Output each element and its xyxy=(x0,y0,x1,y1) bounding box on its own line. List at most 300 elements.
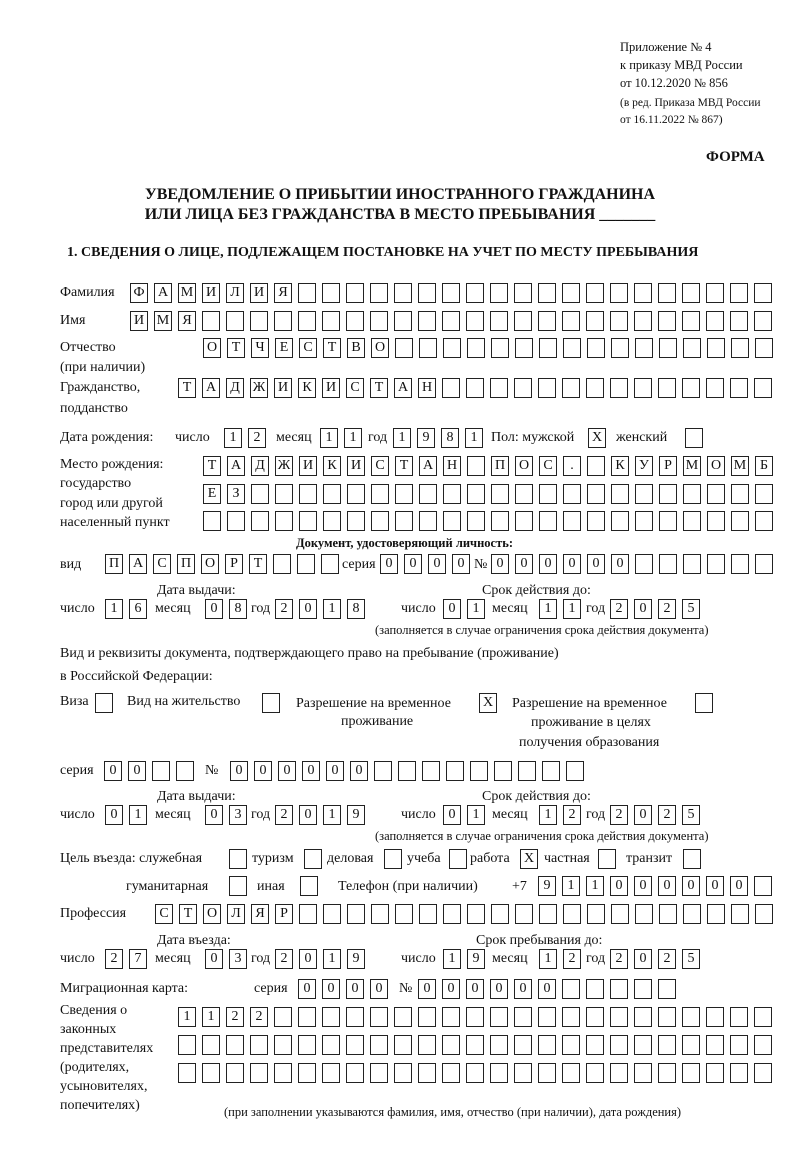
representatives-3-cell[interactable] xyxy=(274,1063,292,1083)
id-valid-month-cell[interactable]: 1 xyxy=(539,599,557,619)
rd-issue-year-cell[interactable]: 0 xyxy=(299,805,317,825)
birth-place-1-cell[interactable]: С xyxy=(371,456,389,476)
name-cell[interactable] xyxy=(706,311,724,331)
stay-month-cell[interactable]: 2 xyxy=(563,949,581,969)
name-cell[interactable] xyxy=(394,311,412,331)
id-kind-cell[interactable]: О xyxy=(201,554,219,574)
representatives-3-cell[interactable] xyxy=(322,1063,340,1083)
birth-place-1-cell[interactable]: О xyxy=(515,456,533,476)
surname-cell[interactable] xyxy=(682,283,700,303)
phone-cell[interactable]: 0 xyxy=(730,876,748,896)
representatives-3-cell[interactable] xyxy=(178,1063,196,1083)
representatives-1-cell[interactable] xyxy=(682,1007,700,1027)
representatives-2-cell[interactable] xyxy=(298,1035,316,1055)
id-kind-cell[interactable]: А xyxy=(129,554,147,574)
representatives-2-cell[interactable] xyxy=(346,1035,364,1055)
entry-month-cell[interactable]: 0 xyxy=(205,949,223,969)
birth-year-cell[interactable]: 8 xyxy=(441,428,459,448)
citizenship-cell[interactable] xyxy=(442,378,460,398)
rd-series-cell[interactable]: 0 xyxy=(128,761,146,781)
name-cell[interactable] xyxy=(442,311,460,331)
name-cell[interactable] xyxy=(202,311,220,331)
rd-valid-month-cell[interactable]: 1 xyxy=(539,805,557,825)
patronymic-cell[interactable]: Т xyxy=(227,338,245,358)
representatives-3-cell[interactable] xyxy=(586,1063,604,1083)
mc-series-cell[interactable]: 0 xyxy=(370,979,388,999)
birth-place-1-cell[interactable]: К xyxy=(611,456,629,476)
rd-valid-day-cell[interactable]: 1 xyxy=(467,805,485,825)
representatives-1-cell[interactable] xyxy=(562,1007,580,1027)
representatives-1-cell[interactable] xyxy=(634,1007,652,1027)
id-number-cell[interactable]: 0 xyxy=(611,554,629,574)
surname-cell[interactable] xyxy=(490,283,508,303)
rd-number-cell[interactable]: 0 xyxy=(350,761,368,781)
representatives-2-cell[interactable] xyxy=(370,1035,388,1055)
birth-place-3-cell[interactable] xyxy=(491,511,509,531)
representatives-2-cell[interactable] xyxy=(466,1035,484,1055)
stay-day-cell[interactable]: 1 xyxy=(443,949,461,969)
profession-cell[interactable] xyxy=(491,904,509,924)
birth-place-3-cell[interactable] xyxy=(203,511,221,531)
rd-valid-year-cell[interactable]: 5 xyxy=(682,805,700,825)
citizenship-cell[interactable] xyxy=(490,378,508,398)
citizenship-cell[interactable] xyxy=(610,378,628,398)
representatives-1-cell[interactable] xyxy=(538,1007,556,1027)
birth-place-2-cell[interactable] xyxy=(275,484,293,504)
entry-day-cell[interactable]: 7 xyxy=(129,949,147,969)
representatives-1-cell[interactable] xyxy=(466,1007,484,1027)
birth-place-1-cell[interactable]: И xyxy=(299,456,317,476)
representatives-2-cell[interactable] xyxy=(322,1035,340,1055)
citizenship-cell[interactable] xyxy=(754,378,772,398)
patronymic-cell[interactable] xyxy=(707,338,725,358)
birth-place-3-cell[interactable] xyxy=(611,511,629,531)
rd-number-cell[interactable] xyxy=(374,761,392,781)
surname-cell[interactable]: Ф xyxy=(130,283,148,303)
surname-cell[interactable] xyxy=(466,283,484,303)
profession-cell[interactable] xyxy=(659,904,677,924)
representatives-3-cell[interactable] xyxy=(250,1063,268,1083)
entry-year-cell[interactable]: 2 xyxy=(275,949,293,969)
rd-issue-year-cell[interactable]: 1 xyxy=(323,805,341,825)
representatives-1-cell[interactable] xyxy=(730,1007,748,1027)
citizenship-cell[interactable]: С xyxy=(346,378,364,398)
rd-series-cell[interactable] xyxy=(176,761,194,781)
surname-cell[interactable] xyxy=(298,283,316,303)
representatives-1-cell[interactable]: 2 xyxy=(226,1007,244,1027)
representatives-3-cell[interactable] xyxy=(634,1063,652,1083)
citizenship-cell[interactable] xyxy=(730,378,748,398)
id-number-cell[interactable] xyxy=(731,554,749,574)
mc-number-cell[interactable]: 0 xyxy=(490,979,508,999)
citizenship-cell[interactable] xyxy=(634,378,652,398)
representatives-3-cell[interactable] xyxy=(298,1063,316,1083)
birth-place-1-cell[interactable]: Р xyxy=(659,456,677,476)
citizenship-cell[interactable]: Т xyxy=(178,378,196,398)
representatives-2-cell[interactable] xyxy=(490,1035,508,1055)
name-cell[interactable] xyxy=(490,311,508,331)
birth-day-cell[interactable]: 2 xyxy=(248,428,266,448)
representatives-2-cell[interactable] xyxy=(250,1035,268,1055)
representatives-2-cell[interactable] xyxy=(634,1035,652,1055)
patronymic-cell[interactable] xyxy=(731,338,749,358)
rd-issue-year-cell[interactable]: 2 xyxy=(275,805,293,825)
birth-place-2-cell[interactable] xyxy=(731,484,749,504)
mc-number-cell[interactable]: 0 xyxy=(442,979,460,999)
id-valid-year-cell[interactable]: 2 xyxy=(658,599,676,619)
surname-cell[interactable] xyxy=(442,283,460,303)
id-kind-cell[interactable]: Р xyxy=(225,554,243,574)
birth-place-3-cell[interactable] xyxy=(467,511,485,531)
birth-place-2-cell[interactable] xyxy=(371,484,389,504)
representatives-1-cell[interactable]: 2 xyxy=(250,1007,268,1027)
birth-place-2-cell[interactable] xyxy=(323,484,341,504)
rd-issue-year-cell[interactable]: 9 xyxy=(347,805,365,825)
birth-place-3-cell[interactable] xyxy=(251,511,269,531)
temp-residence-checkbox[interactable]: X xyxy=(479,693,497,713)
rd-number-cell[interactable]: 0 xyxy=(254,761,272,781)
birth-place-2-cell[interactable] xyxy=(419,484,437,504)
patronymic-cell[interactable]: С xyxy=(299,338,317,358)
representatives-3-cell[interactable] xyxy=(466,1063,484,1083)
purpose-service-checkbox[interactable] xyxy=(229,849,247,869)
representatives-3-cell[interactable] xyxy=(346,1063,364,1083)
rd-valid-year-cell[interactable]: 0 xyxy=(634,805,652,825)
citizenship-cell[interactable]: Н xyxy=(418,378,436,398)
phone-cell[interactable]: 1 xyxy=(586,876,604,896)
birth-place-1-cell[interactable]: Б xyxy=(755,456,773,476)
profession-cell[interactable]: Я xyxy=(251,904,269,924)
surname-cell[interactable] xyxy=(394,283,412,303)
name-cell[interactable] xyxy=(610,311,628,331)
birth-place-2-cell[interactable] xyxy=(443,484,461,504)
birth-day-cell[interactable]: 1 xyxy=(224,428,242,448)
profession-cell[interactable] xyxy=(539,904,557,924)
stay-year-cell[interactable]: 2 xyxy=(610,949,628,969)
birth-place-1-cell[interactable]: А xyxy=(227,456,245,476)
representatives-1-cell[interactable] xyxy=(322,1007,340,1027)
representatives-3-cell[interactable] xyxy=(418,1063,436,1083)
name-cell[interactable]: М xyxy=(154,311,172,331)
representatives-3-cell[interactable] xyxy=(538,1063,556,1083)
entry-month-cell[interactable]: 3 xyxy=(229,949,247,969)
name-cell[interactable] xyxy=(730,311,748,331)
mc-number-cell[interactable] xyxy=(658,979,676,999)
birth-place-2-cell[interactable] xyxy=(395,484,413,504)
rd-issue-day-cell[interactable]: 0 xyxy=(105,805,123,825)
name-cell[interactable] xyxy=(274,311,292,331)
entry-year-cell[interactable]: 1 xyxy=(323,949,341,969)
id-number-cell[interactable]: 0 xyxy=(515,554,533,574)
patronymic-cell[interactable] xyxy=(683,338,701,358)
patronymic-cell[interactable] xyxy=(659,338,677,358)
birth-place-2-cell[interactable] xyxy=(755,484,773,504)
rd-issue-day-cell[interactable]: 1 xyxy=(129,805,147,825)
mc-series-cell[interactable]: 0 xyxy=(298,979,316,999)
phone-cell[interactable]: 0 xyxy=(682,876,700,896)
name-cell[interactable] xyxy=(466,311,484,331)
id-kind-cell[interactable]: С xyxy=(153,554,171,574)
rd-number-cell[interactable]: 0 xyxy=(278,761,296,781)
birth-place-3-cell[interactable] xyxy=(419,511,437,531)
birth-place-1-cell[interactable]: Д xyxy=(251,456,269,476)
profession-cell[interactable] xyxy=(515,904,533,924)
purpose-tourism-checkbox[interactable] xyxy=(304,849,322,869)
representatives-3-cell[interactable] xyxy=(562,1063,580,1083)
stay-year-cell[interactable]: 5 xyxy=(682,949,700,969)
birth-place-1-cell[interactable]: Т xyxy=(203,456,221,476)
id-issue-year-cell[interactable]: 1 xyxy=(323,599,341,619)
id-valid-month-cell[interactable]: 1 xyxy=(563,599,581,619)
representatives-1-cell[interactable] xyxy=(610,1007,628,1027)
name-cell[interactable] xyxy=(514,311,532,331)
representatives-1-cell[interactable] xyxy=(346,1007,364,1027)
name-cell[interactable] xyxy=(298,311,316,331)
surname-cell[interactable]: И xyxy=(250,283,268,303)
stay-year-cell[interactable]: 2 xyxy=(658,949,676,969)
patronymic-cell[interactable] xyxy=(491,338,509,358)
profession-cell[interactable] xyxy=(323,904,341,924)
birth-place-2-cell[interactable] xyxy=(707,484,725,504)
birth-place-1-cell[interactable]: К xyxy=(323,456,341,476)
rd-number-cell[interactable] xyxy=(422,761,440,781)
id-number-cell[interactable]: 0 xyxy=(491,554,509,574)
representatives-1-cell[interactable] xyxy=(442,1007,460,1027)
patronymic-cell[interactable] xyxy=(467,338,485,358)
mc-number-cell[interactable] xyxy=(586,979,604,999)
profession-cell[interactable]: Л xyxy=(227,904,245,924)
profession-cell[interactable] xyxy=(731,904,749,924)
citizenship-cell[interactable] xyxy=(466,378,484,398)
representatives-1-cell[interactable] xyxy=(586,1007,604,1027)
id-valid-year-cell[interactable]: 0 xyxy=(634,599,652,619)
phone-cell[interactable]: 9 xyxy=(538,876,556,896)
sex-male-checkbox[interactable]: X xyxy=(588,428,606,448)
id-kind-cell[interactable] xyxy=(273,554,291,574)
rd-valid-day-cell[interactable]: 0 xyxy=(443,805,461,825)
surname-cell[interactable] xyxy=(706,283,724,303)
sex-female-checkbox[interactable] xyxy=(685,428,703,448)
representatives-2-cell[interactable] xyxy=(538,1035,556,1055)
representatives-2-cell[interactable] xyxy=(706,1035,724,1055)
representatives-2-cell[interactable] xyxy=(394,1035,412,1055)
surname-cell[interactable]: А xyxy=(154,283,172,303)
patronymic-cell[interactable] xyxy=(635,338,653,358)
birth-place-2-cell[interactable] xyxy=(299,484,317,504)
birth-place-1-cell[interactable] xyxy=(587,456,605,476)
surname-cell[interactable] xyxy=(418,283,436,303)
birth-place-2-cell[interactable] xyxy=(659,484,677,504)
citizenship-cell[interactable]: И xyxy=(322,378,340,398)
profession-cell[interactable] xyxy=(419,904,437,924)
citizenship-cell[interactable] xyxy=(514,378,532,398)
id-kind-cell[interactable] xyxy=(297,554,315,574)
rd-number-cell[interactable] xyxy=(518,761,536,781)
name-cell[interactable]: И xyxy=(130,311,148,331)
surname-cell[interactable] xyxy=(634,283,652,303)
birth-place-2-cell[interactable] xyxy=(491,484,509,504)
rd-valid-month-cell[interactable]: 2 xyxy=(563,805,581,825)
patronymic-cell[interactable]: Е xyxy=(275,338,293,358)
mc-number-cell[interactable]: 0 xyxy=(466,979,484,999)
representatives-1-cell[interactable] xyxy=(298,1007,316,1027)
profession-cell[interactable] xyxy=(707,904,725,924)
profession-cell[interactable] xyxy=(443,904,461,924)
patronymic-cell[interactable]: В xyxy=(347,338,365,358)
birth-place-2-cell[interactable] xyxy=(467,484,485,504)
id-number-cell[interactable] xyxy=(707,554,725,574)
profession-cell[interactable]: Т xyxy=(179,904,197,924)
stay-year-cell[interactable]: 0 xyxy=(634,949,652,969)
representatives-2-cell[interactable] xyxy=(682,1035,700,1055)
surname-cell[interactable]: Л xyxy=(226,283,244,303)
citizenship-cell[interactable] xyxy=(586,378,604,398)
rd-number-cell[interactable]: 0 xyxy=(230,761,248,781)
birth-place-3-cell[interactable] xyxy=(683,511,701,531)
patronymic-cell[interactable]: Т xyxy=(323,338,341,358)
rd-number-cell[interactable] xyxy=(566,761,584,781)
birth-place-1-cell[interactable]: А xyxy=(419,456,437,476)
surname-cell[interactable]: И xyxy=(202,283,220,303)
representatives-2-cell[interactable] xyxy=(514,1035,532,1055)
profession-cell[interactable] xyxy=(467,904,485,924)
birth-place-1-cell[interactable]: Т xyxy=(395,456,413,476)
representatives-1-cell[interactable] xyxy=(754,1007,772,1027)
entry-year-cell[interactable]: 9 xyxy=(347,949,365,969)
birth-place-2-cell[interactable] xyxy=(611,484,629,504)
id-issue-year-cell[interactable]: 2 xyxy=(275,599,293,619)
surname-cell[interactable] xyxy=(754,283,772,303)
representatives-3-cell[interactable] xyxy=(490,1063,508,1083)
citizenship-cell[interactable] xyxy=(706,378,724,398)
purpose-other-checkbox[interactable] xyxy=(300,876,318,896)
patronymic-cell[interactable]: О xyxy=(203,338,221,358)
birth-place-3-cell[interactable] xyxy=(275,511,293,531)
mc-number-cell[interactable] xyxy=(610,979,628,999)
birth-place-3-cell[interactable] xyxy=(395,511,413,531)
purpose-humanitarian-checkbox[interactable] xyxy=(229,876,247,896)
id-valid-day-cell[interactable]: 0 xyxy=(443,599,461,619)
patronymic-cell[interactable] xyxy=(443,338,461,358)
representatives-2-cell[interactable] xyxy=(754,1035,772,1055)
representatives-2-cell[interactable] xyxy=(586,1035,604,1055)
surname-cell[interactable]: М xyxy=(178,283,196,303)
surname-cell[interactable] xyxy=(610,283,628,303)
phone-cell[interactable]: 1 xyxy=(562,876,580,896)
citizenship-cell[interactable] xyxy=(682,378,700,398)
profession-cell[interactable] xyxy=(611,904,629,924)
representatives-3-cell[interactable] xyxy=(682,1063,700,1083)
name-cell[interactable] xyxy=(754,311,772,331)
surname-cell[interactable] xyxy=(346,283,364,303)
id-issue-day-cell[interactable]: 6 xyxy=(129,599,147,619)
representatives-3-cell[interactable] xyxy=(202,1063,220,1083)
name-cell[interactable] xyxy=(682,311,700,331)
id-kind-cell[interactable] xyxy=(321,554,339,574)
surname-cell[interactable] xyxy=(562,283,580,303)
id-issue-day-cell[interactable]: 1 xyxy=(105,599,123,619)
birth-place-2-cell[interactable] xyxy=(635,484,653,504)
rd-issue-month-cell[interactable]: 3 xyxy=(229,805,247,825)
patronymic-cell[interactable] xyxy=(515,338,533,358)
id-issue-year-cell[interactable]: 0 xyxy=(299,599,317,619)
id-number-cell[interactable] xyxy=(755,554,773,574)
surname-cell[interactable] xyxy=(514,283,532,303)
birth-place-3-cell[interactable] xyxy=(299,511,317,531)
birth-place-2-cell[interactable] xyxy=(539,484,557,504)
representatives-3-cell[interactable] xyxy=(730,1063,748,1083)
profession-cell[interactable] xyxy=(683,904,701,924)
id-number-cell[interactable] xyxy=(635,554,653,574)
citizenship-cell[interactable]: И xyxy=(274,378,292,398)
birth-place-2-cell[interactable] xyxy=(347,484,365,504)
birth-place-1-cell[interactable]: М xyxy=(683,456,701,476)
id-number-cell[interactable]: 0 xyxy=(587,554,605,574)
purpose-work-checkbox[interactable]: X xyxy=(520,849,538,869)
name-cell[interactable] xyxy=(634,311,652,331)
birth-year-cell[interactable]: 1 xyxy=(393,428,411,448)
rd-issue-month-cell[interactable]: 0 xyxy=(205,805,223,825)
birth-place-3-cell[interactable] xyxy=(515,511,533,531)
mc-number-cell[interactable] xyxy=(634,979,652,999)
profession-cell[interactable] xyxy=(587,904,605,924)
phone-cell[interactable]: 0 xyxy=(610,876,628,896)
birth-place-3-cell[interactable] xyxy=(347,511,365,531)
patronymic-cell[interactable] xyxy=(395,338,413,358)
birth-month-cell[interactable]: 1 xyxy=(344,428,362,448)
birth-place-3-cell[interactable] xyxy=(371,511,389,531)
rd-number-cell[interactable]: 0 xyxy=(326,761,344,781)
patronymic-cell[interactable] xyxy=(563,338,581,358)
representatives-1-cell[interactable] xyxy=(394,1007,412,1027)
birth-place-3-cell[interactable] xyxy=(563,511,581,531)
birth-place-2-cell[interactable] xyxy=(683,484,701,504)
citizenship-cell[interactable]: К xyxy=(298,378,316,398)
mc-number-cell[interactable]: 0 xyxy=(514,979,532,999)
birth-place-2-cell[interactable] xyxy=(251,484,269,504)
name-cell[interactable] xyxy=(538,311,556,331)
id-valid-year-cell[interactable]: 2 xyxy=(610,599,628,619)
representatives-1-cell[interactable] xyxy=(490,1007,508,1027)
citizenship-cell[interactable]: Д xyxy=(226,378,244,398)
profession-cell[interactable] xyxy=(371,904,389,924)
name-cell[interactable] xyxy=(226,311,244,331)
patronymic-cell[interactable] xyxy=(419,338,437,358)
name-cell[interactable] xyxy=(322,311,340,331)
rd-number-cell[interactable] xyxy=(542,761,560,781)
representatives-1-cell[interactable]: 1 xyxy=(202,1007,220,1027)
surname-cell[interactable] xyxy=(658,283,676,303)
mc-series-cell[interactable]: 0 xyxy=(322,979,340,999)
birth-place-3-cell[interactable] xyxy=(659,511,677,531)
rd-series-cell[interactable] xyxy=(152,761,170,781)
name-cell[interactable] xyxy=(418,311,436,331)
id-kind-cell[interactable]: П xyxy=(105,554,123,574)
rd-number-cell[interactable] xyxy=(470,761,488,781)
birth-place-3-cell[interactable] xyxy=(323,511,341,531)
birth-place-2-cell[interactable] xyxy=(515,484,533,504)
temp-residence-edu-checkbox[interactable] xyxy=(695,693,713,713)
representatives-3-cell[interactable] xyxy=(370,1063,388,1083)
surname-cell[interactable]: Я xyxy=(274,283,292,303)
birth-place-1-cell[interactable]: С xyxy=(539,456,557,476)
stay-day-cell[interactable]: 9 xyxy=(467,949,485,969)
representatives-3-cell[interactable] xyxy=(226,1063,244,1083)
birth-place-3-cell[interactable] xyxy=(635,511,653,531)
representatives-3-cell[interactable] xyxy=(442,1063,460,1083)
rd-number-cell[interactable] xyxy=(398,761,416,781)
id-issue-month-cell[interactable]: 0 xyxy=(205,599,223,619)
